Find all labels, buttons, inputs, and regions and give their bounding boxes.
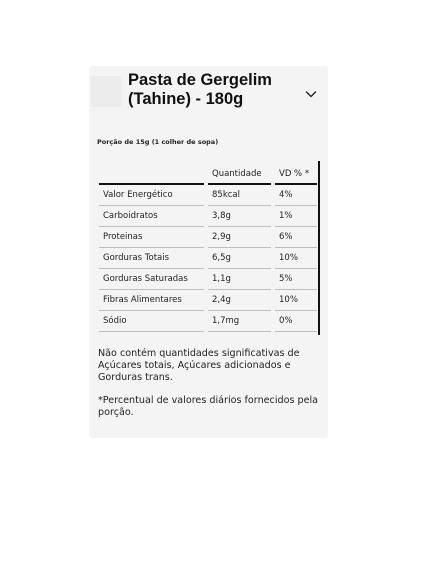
nutrient-daily-value: 6% <box>275 227 317 248</box>
table-row <box>99 185 317 206</box>
product-title-line-1: Pasta de Gergelim <box>128 71 272 89</box>
nutrient-amount: 1,7mg <box>208 311 271 332</box>
not-significant-note: Não contém quantidades significativas de Açúcares totais, Açúcares adicionados e Gorduras trans. <box>98 348 300 383</box>
nutrient-daily-value: 1% <box>275 206 317 227</box>
nutrient-daily-value: 10% <box>275 290 317 311</box>
nutrient-name: Gorduras Totais <box>99 248 204 269</box>
nutrient-name: Fibras Alimentares <box>99 290 204 311</box>
header-daily-value: VD % * <box>275 164 317 185</box>
daily-value-footnote: *Percentual de valores diários fornecidos pela porção. <box>98 395 319 418</box>
nutrient-amount: 2,4g <box>208 290 271 311</box>
nutrient-name: Carboidratos <box>99 206 204 227</box>
nutrient-daily-value: 4% <box>275 185 317 206</box>
nutrient-name: Sódio <box>99 311 204 332</box>
nutrient-daily-value: 0% <box>275 311 317 332</box>
table-row <box>99 206 317 227</box>
header-amount: Quantidade <box>208 164 271 185</box>
chevron-down-icon[interactable] <box>304 86 318 100</box>
nutrient-name: Valor Energético <box>99 185 204 206</box>
nutrient-name: Gorduras Saturadas <box>99 269 204 290</box>
nutrition-table-header <box>99 164 317 185</box>
table-row <box>99 269 317 290</box>
nutrient-amount: 3,8g <box>208 206 271 227</box>
nutrient-daily-value: 10% <box>275 248 317 269</box>
nutrient-daily-value: 5% <box>275 269 317 290</box>
product-nutrition-card <box>89 66 328 438</box>
nutrient-amount: 1,1g <box>208 269 271 290</box>
product-title-line-2: (Tahine) - 180g <box>128 90 244 108</box>
header-nutrient <box>99 164 204 185</box>
table-row <box>99 311 317 332</box>
nutrient-name: Proteinas <box>99 227 204 248</box>
product-thumbnail <box>91 76 122 107</box>
nutrient-amount: 85kcal <box>208 185 271 206</box>
nutrient-amount: 6,5g <box>208 248 271 269</box>
table-row <box>99 227 317 248</box>
nutrition-table <box>95 164 321 332</box>
product-title[interactable] <box>128 71 298 109</box>
table-row <box>99 290 317 311</box>
portion-size: Porção de 15g (1 colher de sopa) <box>97 138 219 146</box>
table-row <box>99 248 317 269</box>
nutrient-amount: 2,9g <box>208 227 271 248</box>
